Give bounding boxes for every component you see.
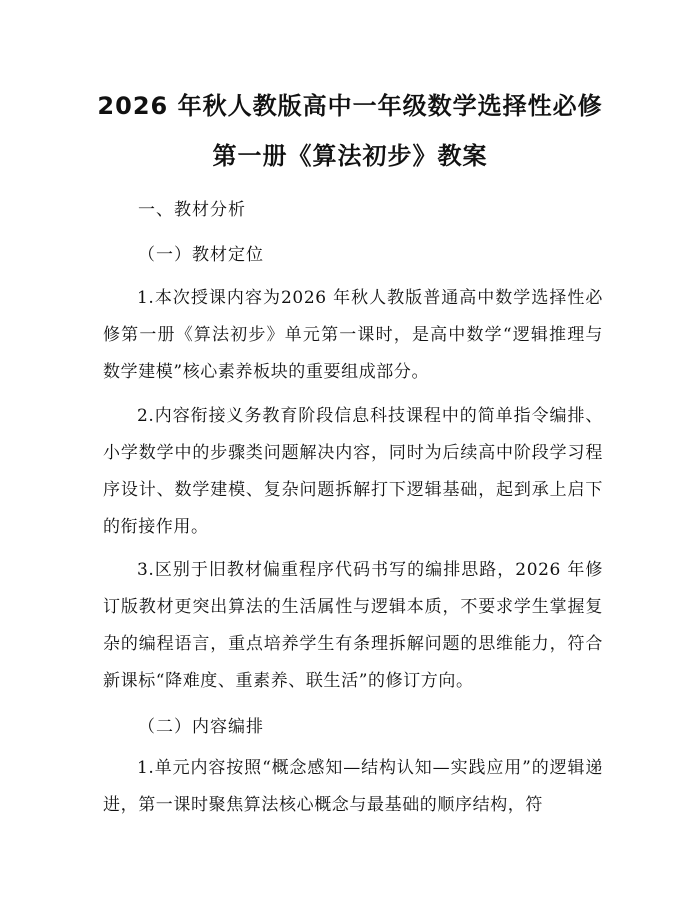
- paragraph-1: 1.本次授课内容为2026 年秋人教版普通高中数学选择性必修第一册《算法初步》单元第一课时，是高中数学“逻辑推理与数学建模”核心素养板块的重要组成部分。: [103, 288, 603, 382]
- subsection-heading-material-positioning: （一）教材定位: [138, 245, 264, 265]
- document-title-line-2: 第一册《算法初步》教案: [212, 142, 488, 170]
- paragraph-4: 1.单元内容按照“概念感知—结构认知—实践应用”的逻辑递进，第一课时聚焦算法核心概念与最基础的顺序结构，符: [103, 758, 603, 815]
- paragraph-2: 2.内容衔接义务教育阶段信息科技课程中的简单指令编排、小学数学中的步骤类问题解决内容，同时为后续高中阶段学习程序设计、数学建模、复杂问题拆解打下逻辑基础，起到承上启下的衔接作用。: [103, 406, 603, 537]
- document-title-line-1: 2026 年秋人教版高中一年级数学选择性必修: [97, 92, 603, 120]
- section-heading-teaching-material-analysis: 一、教材分析: [138, 200, 246, 220]
- paragraph-3: 3.区别于旧教材偏重程序代码书写的编排思路，2026 年修订版教材更突出算法的生活属性与逻辑本质，不要求学生掌握复杂的编程语言，重点培养学生有条理拆解问题的思维能力，符合新课标“降难度、重素养、联生活”的修订方向。: [103, 560, 603, 691]
- subsection-heading-content-arrangement: （二）内容编排: [138, 717, 264, 737]
